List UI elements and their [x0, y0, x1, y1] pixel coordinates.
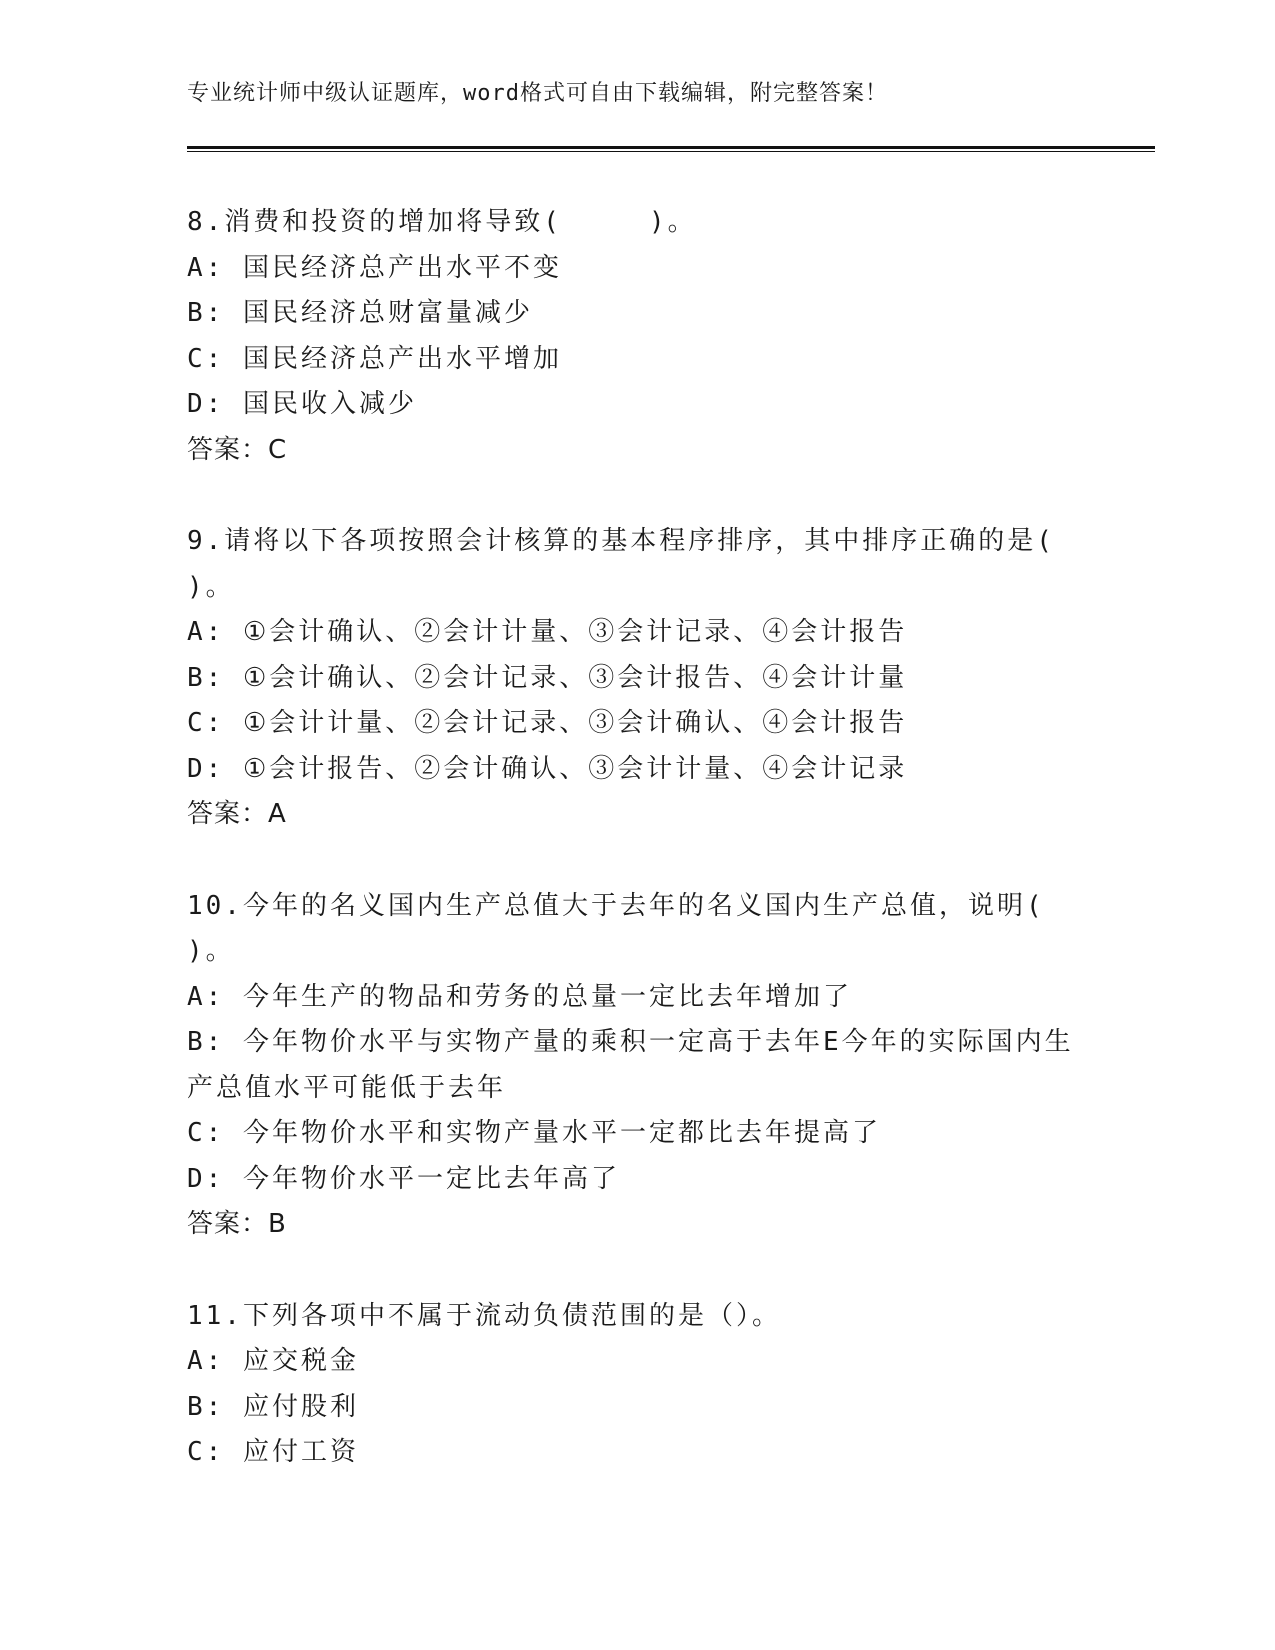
option-a: A: 应交税金 — [187, 1346, 359, 1376]
option-d: D: 国民收入减少 — [187, 389, 417, 419]
answer-line: 答案：B — [187, 1209, 287, 1239]
question-10 — [187, 884, 1087, 1248]
question-stem: 8.消费和投资的增加将导致( )。 — [187, 207, 697, 237]
option-b: B: 应付股利 — [187, 1391, 359, 1422]
option-b: B: ①会计确认、②会计记录、③会计报告、④会计计量 — [187, 662, 908, 693]
option-d: D: 今年物价水平一定比去年高了 — [187, 1163, 620, 1194]
option-d: D: ①会计报告、②会计确认、③会计计量、④会计记录 — [187, 753, 908, 784]
option-a: A: 国民经济总产出水平不变 — [187, 252, 562, 283]
question-stem: 10.今年的名义国内生产总值大于去年的名义国内生产总值，说明( — [187, 890, 1045, 921]
option-c: C: 应付工资 — [187, 1437, 359, 1467]
question-stem: 11.下列各项中不属于流动负债范围的是（）。 — [187, 1300, 781, 1331]
option-b-continued: 产总值水平可能低于去年 — [187, 1072, 507, 1103]
question-stem-continued: )。 — [187, 571, 235, 602]
option-b: B: 今年物价水平与实物产量的乘积一定高于去年E今年的实际国内生 — [187, 1027, 1074, 1057]
question-9 — [187, 519, 1087, 838]
answer-line: 答案：C — [187, 434, 288, 465]
header-rule-thin — [187, 151, 1155, 152]
option-c: C: ①会计计量、②会计记录、③会计确认、④会计报告 — [187, 708, 908, 738]
answer-line: 答案：A — [187, 799, 287, 829]
option-b: B: 国民经济总财富量减少 — [187, 298, 533, 328]
question-11 — [187, 1294, 1087, 1476]
option-c: C: 今年物价水平和实物产量水平一定都比去年提高了 — [187, 1118, 881, 1148]
question-list — [187, 200, 1087, 1522]
option-c: C: 国民经济总产出水平增加 — [187, 343, 562, 374]
question-stem: 9.请将以下各项按照会计核算的基本程序排序，其中排序正确的是( — [187, 526, 1055, 556]
option-a: A: 今年生产的物品和劳务的总量一定比去年增加了 — [187, 981, 852, 1012]
option-a: A: ①会计确认、②会计计量、③会计记录、④会计报告 — [187, 617, 908, 647]
question-stem-continued: )。 — [187, 936, 235, 966]
header-rule-thick — [187, 146, 1155, 149]
question-8 — [187, 200, 1087, 473]
document-header: 专业统计师中级认证题库，word格式可自由下载编辑，附完整答案！ — [187, 81, 888, 106]
